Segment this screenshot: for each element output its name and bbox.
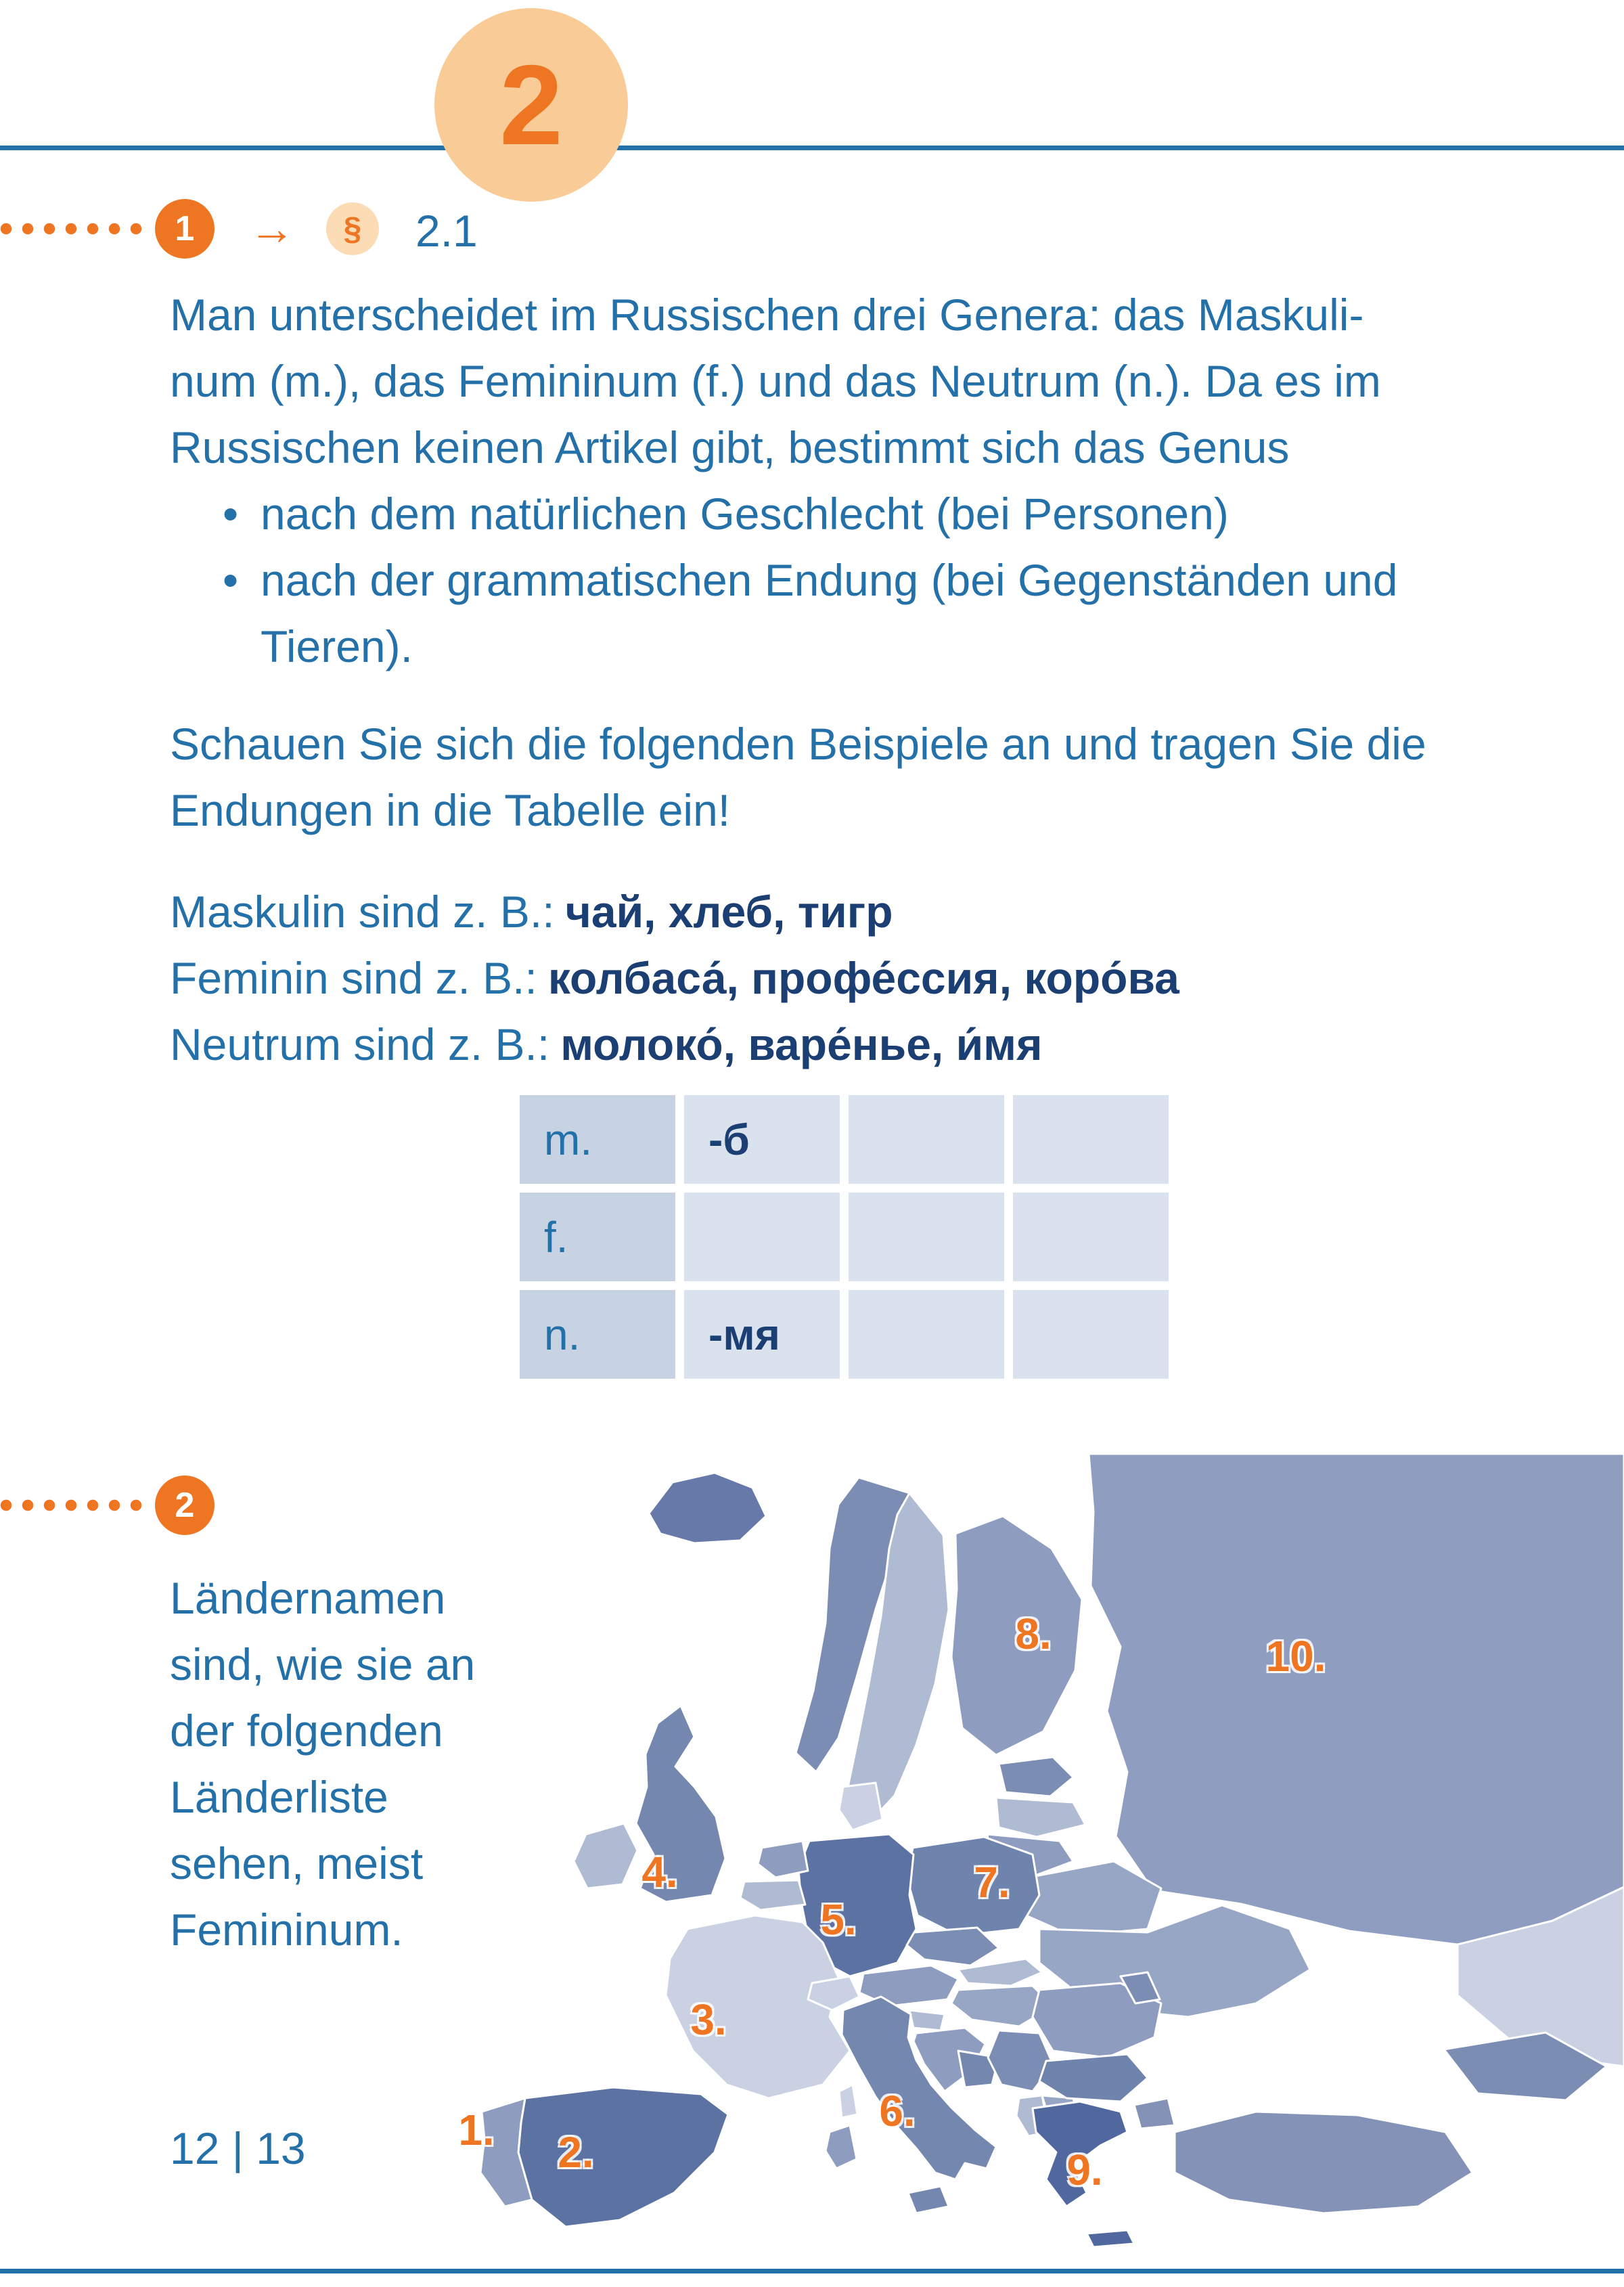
paragraph-icon <box>326 202 379 255</box>
map-label-9: 9. <box>1066 2146 1103 2194</box>
bullet-text-line: Tieren). <box>261 621 413 671</box>
map-island-crete <box>1087 2230 1134 2247</box>
table-cell[interactable] <box>849 1095 1004 1184</box>
grammar-reference: 2.1 <box>415 206 478 256</box>
map-island-corsica <box>839 2085 857 2118</box>
example-line <box>170 879 1557 945</box>
arrow-icon: → <box>249 203 295 254</box>
map-label-3: 3. <box>690 1995 727 2044</box>
example-label: Maskulin sind z. B.: <box>170 887 555 937</box>
instruction-paragraph <box>170 711 1557 843</box>
bullet-icon: • <box>223 489 239 539</box>
map-label-2: 2. <box>558 2128 594 2177</box>
map-label-10: 10. <box>1265 1632 1326 1681</box>
europe-map-graphic <box>443 1454 1624 2274</box>
dotted-leader-icon <box>0 1499 146 1511</box>
map-country-turkey-europe <box>1134 2098 1175 2129</box>
paragraph1-line: Russischen keinen Artikel gibt, bestimmt sich das Genus <box>170 422 1290 472</box>
section2-line: sind, wie sie an <box>170 1639 476 1689</box>
map-country-denmark <box>839 1783 882 1830</box>
table-cell[interactable] <box>849 1290 1004 1379</box>
map-country-estonia <box>999 1757 1073 1796</box>
example-line <box>170 945 1557 1011</box>
map-label-7: 7. <box>974 1858 1010 1907</box>
section2-line: Länderliste <box>170 1772 388 1822</box>
example-line <box>170 1011 1557 1078</box>
paragraph1-line: num (m.), das Femininum (f.) und das Neutrum (n.). Da es im <box>170 356 1381 406</box>
map-label-8: 8. <box>1015 1609 1052 1658</box>
bullet-text <box>261 547 1397 680</box>
map-label-4: 4. <box>641 1848 678 1896</box>
instruction-line: Endungen in die Tabelle ein! <box>170 785 731 835</box>
map-country-netherlands <box>758 1841 808 1878</box>
dotted-leader-icon <box>0 223 146 235</box>
top-rule <box>0 146 1624 150</box>
table-row-header: f. <box>520 1193 675 1281</box>
bullet-text: nach dem natürlichen Geschlecht (bei Personen) <box>261 489 1229 539</box>
example-russian-words: колбаса́, профе́ссия, коро́ва <box>547 953 1179 1003</box>
map-country-ireland <box>574 1823 637 1888</box>
map-country-russia <box>1089 1454 1624 1945</box>
table-cell[interactable]: -мя <box>684 1290 840 1379</box>
section1-text-column <box>170 282 1557 1078</box>
map-country-spain <box>518 2087 728 2227</box>
table-cell[interactable] <box>684 1193 840 1281</box>
examples-block <box>170 879 1557 1078</box>
map-country-belgium <box>740 1880 805 1910</box>
endings-table <box>520 1095 1169 1379</box>
exercise-2-badge <box>155 1475 215 1535</box>
page-numbers: 12 | 13 <box>170 2123 306 2173</box>
map-country-turkey <box>1175 2112 1472 2213</box>
europe-map <box>443 1454 1624 2274</box>
table-cell[interactable] <box>849 1193 1004 1281</box>
example-russian-words: молоко́, варе́нье, и́мя <box>560 1019 1043 1069</box>
map-country-iceland <box>649 1473 766 1543</box>
map-country-poland <box>907 1837 1039 1936</box>
exercise-1-number: 1 <box>175 209 195 248</box>
map-country-bulgaria <box>1039 2054 1148 2102</box>
chapter-number-circle <box>434 8 628 202</box>
exercise-2-number: 2 <box>175 1486 195 1525</box>
example-label: Feminin sind z. B.: <box>170 953 537 1003</box>
section2-line: sehen, meist <box>170 1838 424 1888</box>
paragraph1-line: Man unterscheidet im Russischen drei Genera: das Maskuli- <box>170 290 1364 340</box>
table-cell[interactable] <box>1013 1193 1169 1281</box>
paragraph-symbol: § <box>343 210 362 247</box>
bullet-item <box>170 547 1557 680</box>
map-country-latvia <box>996 1798 1085 1837</box>
map-label-6: 6. <box>879 2087 916 2135</box>
instruction-line: Schauen Sie sich die folgenden Beispiele an und tragen Sie die <box>170 719 1426 769</box>
bullet-item <box>170 481 1557 547</box>
section2-text <box>170 1565 475 1963</box>
table-row-header: m. <box>520 1095 675 1184</box>
bullet-icon: • <box>223 555 239 605</box>
section2-line: Ländernamen <box>170 1573 446 1623</box>
map-label-1: 1. <box>458 2106 495 2154</box>
table-row-header: n. <box>520 1290 675 1379</box>
example-russian-words: чай, хлеб, тигр <box>565 887 893 937</box>
map-island-sardinia <box>826 2125 857 2169</box>
bullet-text-line: nach der grammatischen Endung (bei Gegenständen und <box>261 555 1398 605</box>
map-island-sicily <box>908 2186 949 2213</box>
example-label: Neutrum sind z. B.: <box>170 1019 550 1069</box>
section2-line: Femininum. <box>170 1905 403 1955</box>
table-cell[interactable] <box>1013 1095 1169 1184</box>
exercise-1-badge <box>155 199 215 259</box>
table-cell[interactable] <box>1013 1290 1169 1379</box>
section2-line: der folgenden <box>170 1706 443 1756</box>
map-label-5: 5. <box>820 1895 857 1944</box>
map-country-slovenia <box>909 2010 945 2030</box>
chapter-number: 2 <box>499 41 563 169</box>
table-cell[interactable]: -б <box>684 1095 840 1184</box>
